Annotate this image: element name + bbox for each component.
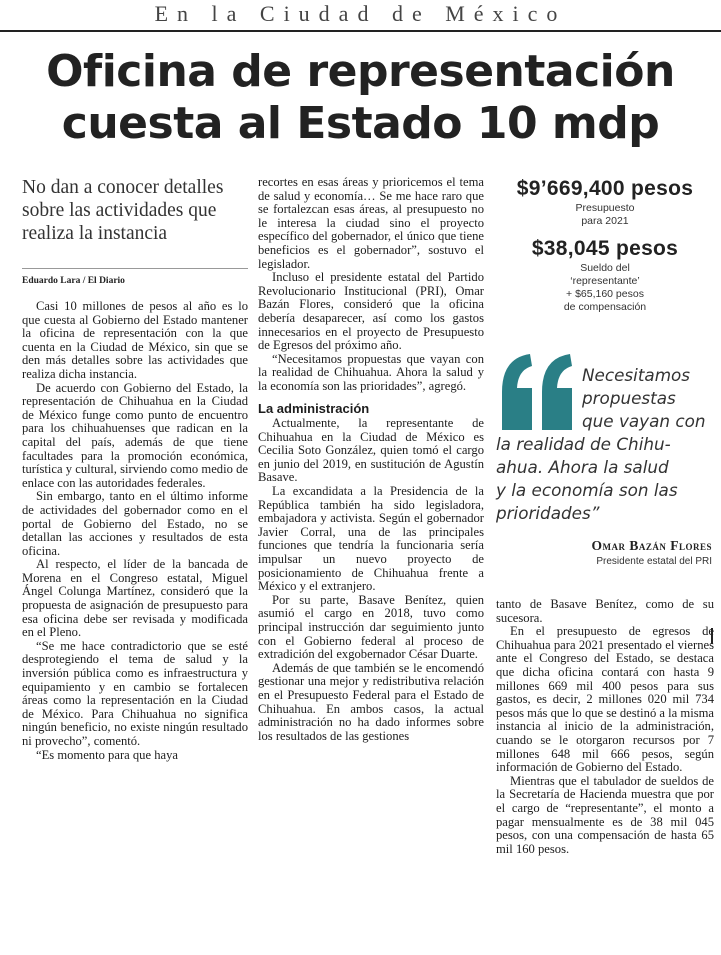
- pull-quote: [496, 364, 718, 524]
- paragraph: Incluso el presidente estatal del Partido Revolucionario Institucional (PRI), Omar Bazán Flores, consideró que la oficina debería desaparecer, así como los gastos innecesarios en el proyecto de Presupuesto de Egresos del próximo año.: [258, 270, 484, 353]
- article-column-3: [496, 598, 714, 948]
- header-rule: [0, 30, 721, 32]
- quote-line: y la economía son las: [496, 480, 678, 500]
- page-edge-mark: [711, 628, 720, 644]
- paragraph: La excandidata a la Presidencia de la República también ha sido legisladora, embajadora y activista. Según el gobernador Javier Corral, una de las principales funciones que tendría la funcionaria sería impulsar un nuevo proyecto de posicionamiento de Chihuahua frente a México y el extranjero.: [258, 484, 484, 594]
- paragraph: Mientras que el tabulador de sueldos de la Secretaría de Hacienda muestra que por el cargo de “representante”, el monto a pagar mensualmente es de 38 mil 045 pesos, con una compensación de hasta 65 mil 160 pesos.: [496, 773, 714, 856]
- salary-amount: $38,045 pesos: [531, 237, 679, 260]
- headline: [0, 46, 721, 150]
- salary-label-plus: + $65,160 pesos: [566, 288, 644, 300]
- quote-line: prioridades”: [496, 503, 600, 523]
- quote-author: Omar Bazán Flores: [591, 538, 712, 553]
- key-figures-box: [496, 176, 714, 314]
- paragraph: Casi 10 millones de pesos al año es lo que cuesta al Gobierno del Estado mantener la oficina de representación con la que cuenta en la Ciudad de México, sin que se den más detalles sobre las actividades que realiza dicha instancia.: [22, 300, 248, 381]
- budget-label-year: para 2021: [581, 215, 629, 227]
- paragraph: “Es momento para que haya: [36, 747, 178, 762]
- budget-amount: $9’669,400 pesos: [516, 177, 694, 200]
- headline-line-2: cuesta al Estado 10 mdp: [61, 98, 660, 149]
- paragraph: En el presupuesto de egresos de Chihuahua para 2021 presentado el viernes ante el Congreso del Estado, se destaca que dicha oficina contará con hasta 9 millones 669 mil 400 pesos para sus gastos, es decir, 2 millones 020 mil 734 pesos más que lo que se destinó a la misma instancia al inicio de la administración, cuando se le otorgaron recursos por 7 millones 648 mil 666 pesos, según información de Gobierno del Estado.: [496, 624, 714, 775]
- section-subtitle: La administración: [258, 400, 370, 416]
- budget-label: Presupuesto: [575, 202, 635, 214]
- quote-line: Necesitamos: [582, 365, 691, 385]
- paragraph: Actualmente, la representante de Chihuahua en la Ciudad de México es Cecilia Soto González, quien tomó el cargo en junio del 2019, en sustitución de Agustín Basave.: [258, 416, 484, 485]
- paragraph: De acuerdo con Gobierno del Estado, la representación de Chihuahua en la Ciudad de México funge como punto de encuentro para los chihuahuenses que radican en la capital del país, además de que tiene facultades para la promoción económica, turística y cultural, sirviendo como medio de enlace con las autoridades federales.: [22, 380, 248, 490]
- quote-line: propuestas: [582, 388, 676, 408]
- paragraph: “Necesitamos propuestas que vayan con la realidad de Chihuahua. Ahora la salud y la economía son las prioridades”, agregó.: [258, 351, 484, 393]
- salary-label: Sueldo del: [580, 262, 630, 274]
- quote-line: la realidad de Chihu-: [496, 434, 671, 454]
- byline-rule: [22, 268, 248, 269]
- salary-label-comp: de compensación: [563, 301, 647, 313]
- paragraph: “Se me hace contradictorio que se esté desprotegiendo el tema de salud y la inversión pública como es infraestructura y equipamiento y en cambio se fortalecen áreas como la representación en la Ciudad de México. Para Chihuahua no significa ningún beneficio, no existe ningún resultado ni provecho”, comentó.: [22, 638, 248, 748]
- paragraph: Por su parte, Basave Benítez, quien asumió el cargo en 2018, tuvo como principal instrucción dar seguimiento junto con el Gobierno federal al proceso de extradición del exgobernador César Duarte.: [258, 592, 484, 662]
- paragraph: Sin embargo, tanto en el último informe de actividades del gobernador como en el portal de Gobierno del Estado, no se detallan las acciones y resultados de esta oficina.: [22, 489, 248, 558]
- quote-line: ahua. Ahora la salud: [496, 457, 669, 477]
- section-header: En la Ciudad de México: [154, 1, 567, 26]
- paragraph: recortes en esas áreas y prioricemos el tema de salud y economía… Se me hace raro que se fortalezcan esas áreas, al presupuesto no le interesa la ciudad sino el proyecto específico del gobernador, el único que tiene beneficios es el gobernador”, sostuvo el legislador.: [258, 176, 484, 271]
- salary-label-role: ‘representante’: [570, 275, 640, 287]
- paragraph: Además de que también se le encomendó gestionar una mejor y redistributiva relación en el Presupuesto Federal para el Estado de Chihuahua. En ambos casos, la actual administración no ha dado informes sobre los resultados de las gestiones: [258, 660, 484, 743]
- byline: Eduardo Lara / El Diario: [22, 276, 125, 286]
- paragraph: Al respecto, el líder de la bancada de Morena en el Congreso estatal, Miguel Ángel Colunga Martínez, consideró que la propuesta de asignación de presupuesto para esa oficina debe ser revisada y modificada en el Pleno.: [22, 557, 248, 640]
- quote-line: que vayan con: [582, 411, 706, 431]
- subheadline: No dan a conocer detalles sobre las actividades que realiza la instancia: [22, 177, 224, 244]
- headline-line-1: Oficina de representación: [46, 46, 675, 97]
- quote-author-role: Presidente estatal del PRI: [596, 556, 712, 567]
- article-column-1: [22, 300, 248, 950]
- paragraph: tanto de Basave Benítez, como de su sucesora.: [496, 598, 714, 625]
- article-column-2: [258, 176, 484, 948]
